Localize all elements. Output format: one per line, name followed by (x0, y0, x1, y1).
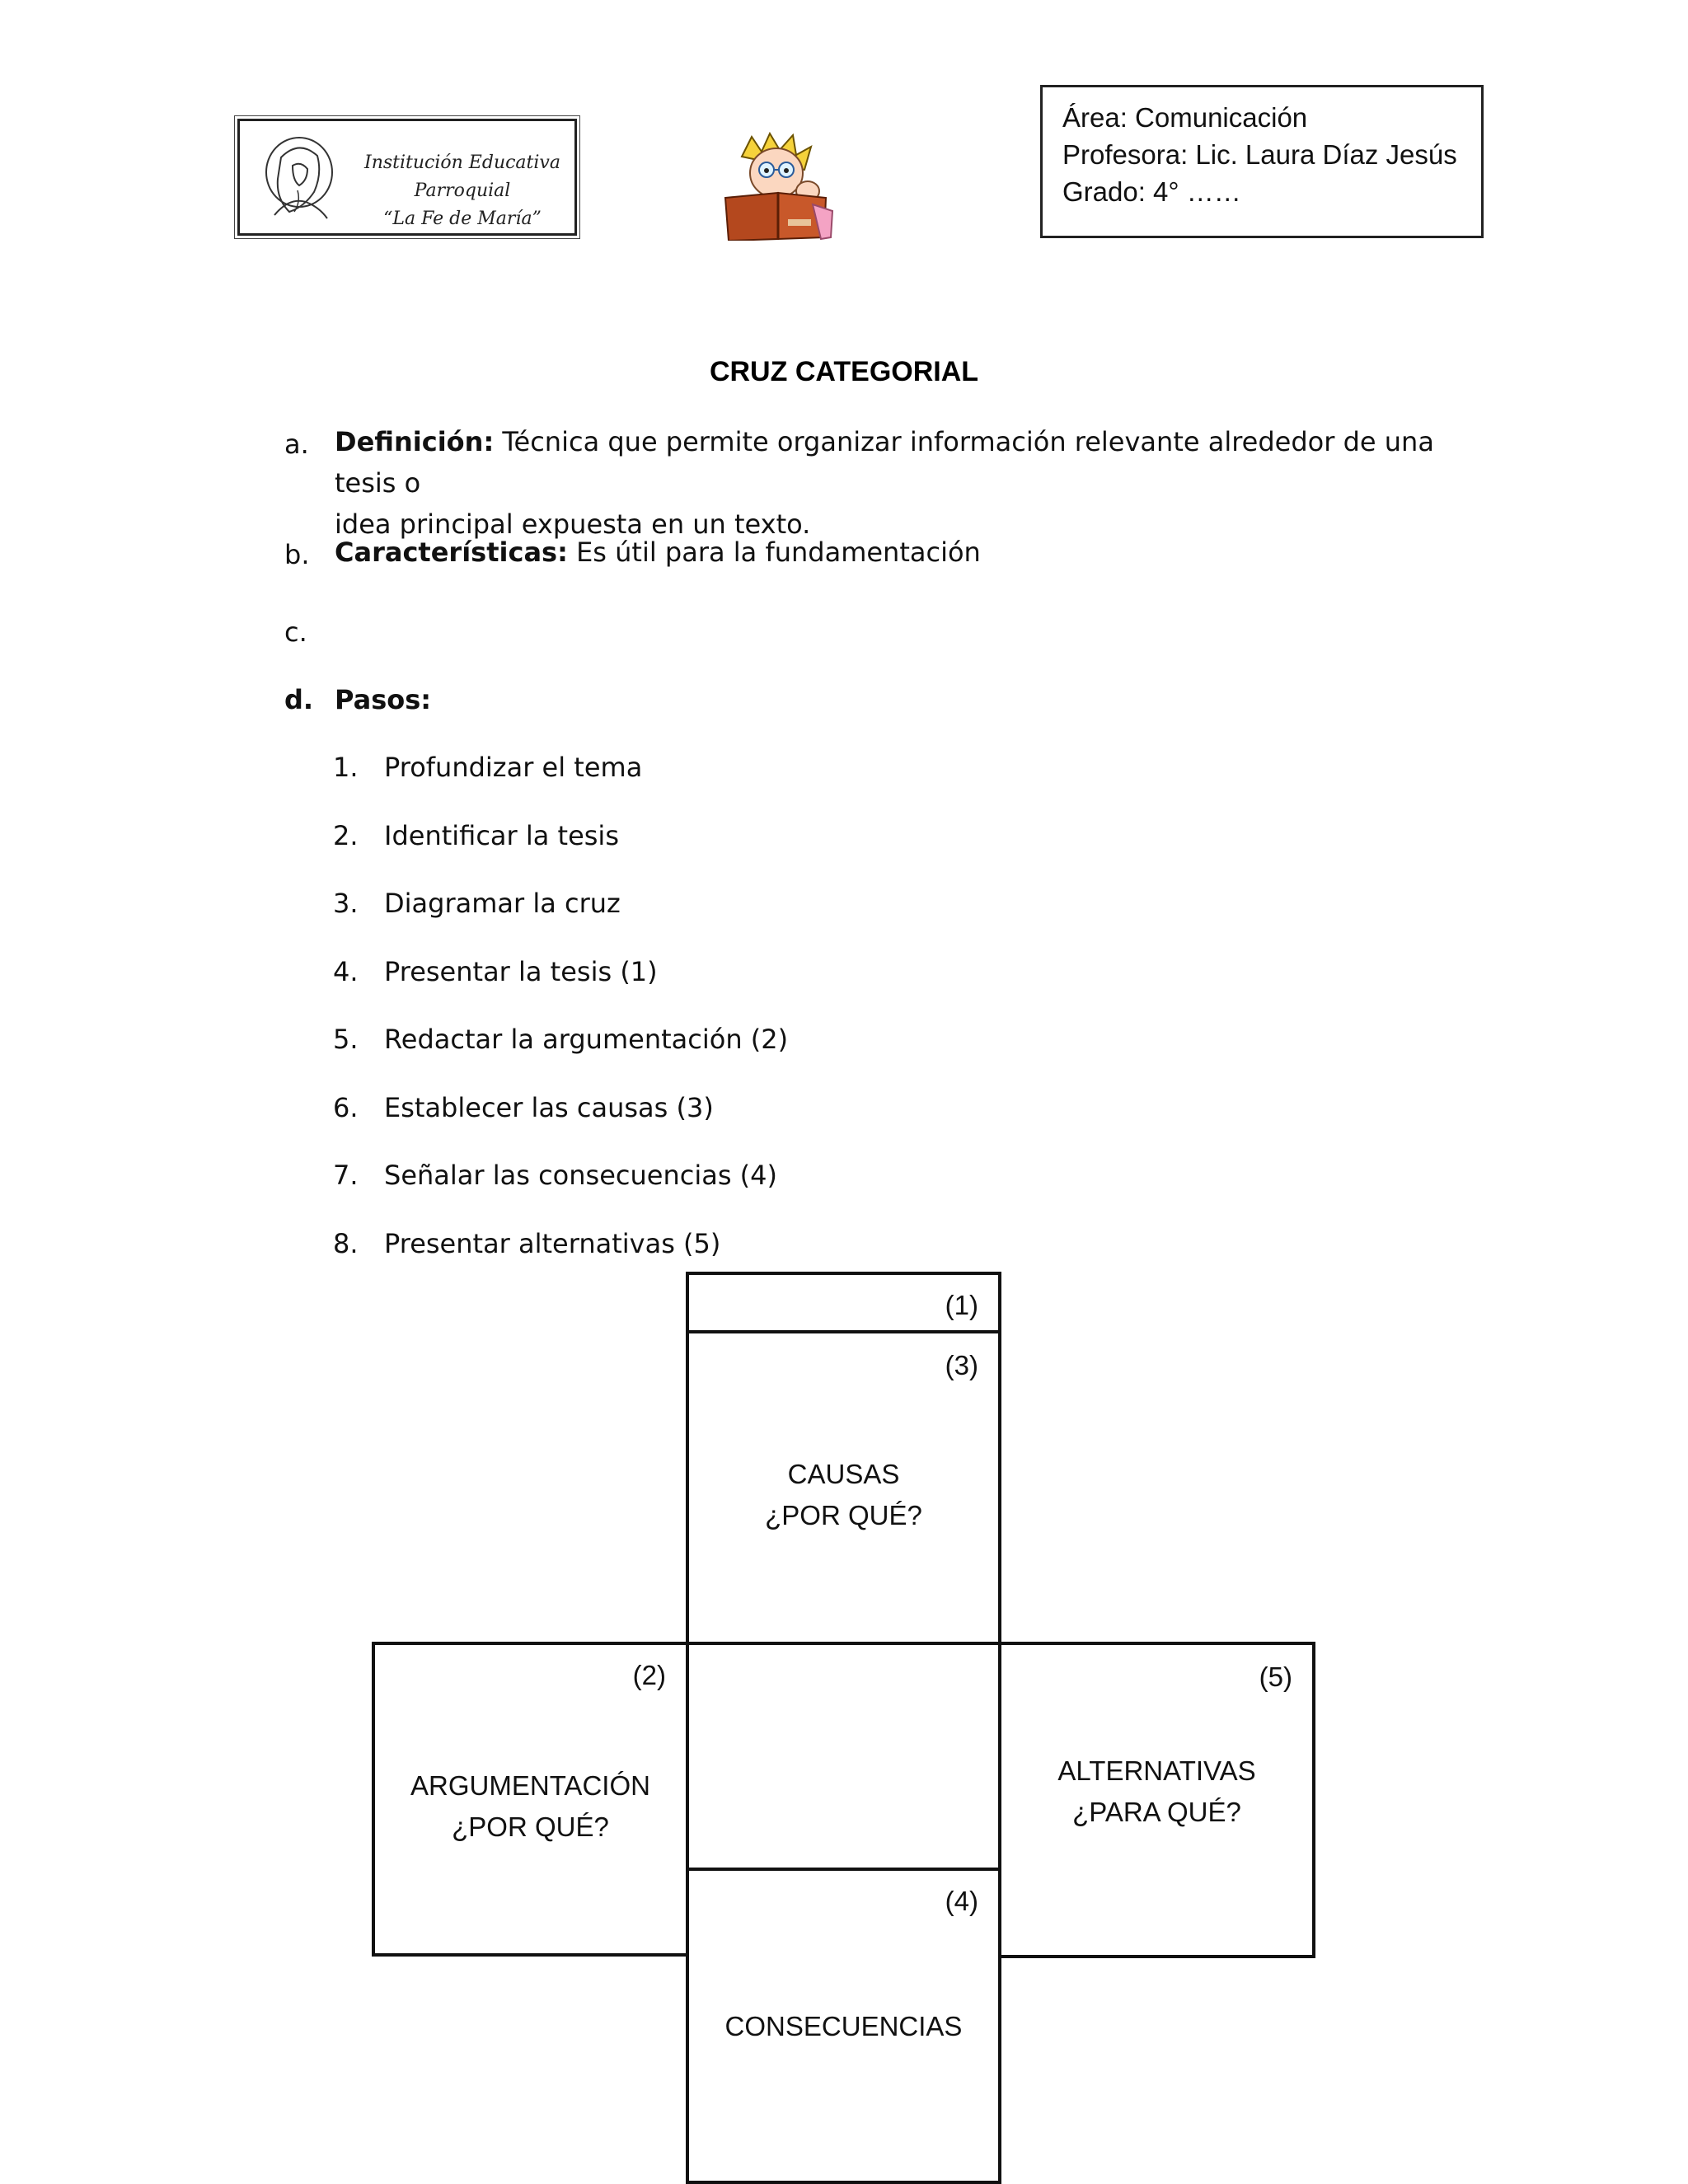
argument-number: (2) (632, 1660, 666, 1690)
section-marker-b: b. (284, 539, 310, 570)
step-text: Redactar la argumentación (2) (384, 1024, 789, 1055)
causes-title: CAUSAS (787, 1459, 900, 1489)
definition-label: Definición: (335, 426, 495, 457)
step-text: Presentar la tesis (1) (384, 955, 658, 987)
section-characteristics (0, 539, 1688, 580)
step-number: 7. (333, 1160, 359, 1191)
course-grade: Grado: 4° …… (1062, 176, 1241, 207)
argument-label (375, 1765, 686, 1848)
cross-causes-cell (686, 1330, 1001, 1647)
step-item (0, 1092, 989, 1133)
argument-question: ¿POR QUÉ? (452, 1811, 609, 1842)
causes-number: (3) (945, 1350, 978, 1380)
alternatives-question: ¿PARA QUÉ? (1072, 1797, 1241, 1827)
step-text: Diagramar la cruz (384, 888, 621, 919)
step-number: 4. (333, 955, 359, 987)
cross-alternatives-cell (998, 1642, 1315, 1958)
step-item (0, 888, 989, 929)
step-number: 1. (333, 752, 359, 783)
characteristics-text (335, 532, 1489, 573)
definition-body: Técnica que permite organizar información relevante alrededor de una tesis o (335, 426, 1434, 499)
characteristics-label: Características: (335, 537, 568, 568)
course-info-box (1040, 85, 1484, 238)
step-text: Establecer las causas (3) (384, 1091, 714, 1123)
alternatives-label (1001, 1750, 1312, 1833)
step-text: Profundizar el tema (384, 752, 643, 783)
step-item (0, 1024, 989, 1065)
step-number: 2. (333, 819, 359, 851)
alternatives-number: (5) (1259, 1661, 1292, 1692)
step-text: Señalar las consecuencias (4) (384, 1160, 777, 1191)
course-area: Área: Comunicación (1062, 102, 1308, 133)
step-item (0, 752, 989, 793)
institution-name-line1: Institución Educativa Parroquial (364, 152, 560, 201)
definition-text (335, 421, 1489, 545)
step-number: 5. (333, 1024, 359, 1055)
virgin-mary-logo-icon (256, 133, 347, 225)
institution-name-line2: “La Fe de María” (383, 209, 542, 229)
causes-question: ¿POR QUÉ? (765, 1500, 922, 1530)
thesis-number: (1) (945, 1290, 978, 1320)
consequences-number: (4) (945, 1886, 978, 1916)
reading-child-illustration (719, 132, 839, 245)
characteristics-body: Es útil para la fundamentación (567, 537, 981, 568)
step-number: 6. (333, 1091, 359, 1123)
cross-thesis-cell (686, 1272, 1001, 1334)
argument-title: ARGUMENTACIÓN (410, 1770, 650, 1801)
step-number: 8. (333, 1227, 359, 1259)
reading-child-icon (719, 132, 839, 241)
step-item (0, 820, 989, 861)
definition-body-line2: idea principal expuesta en un texto. (335, 509, 811, 540)
steps-label: Pasos: (335, 684, 432, 715)
consequences-label (689, 2006, 998, 2047)
causes-label (689, 1454, 998, 1536)
step-item (0, 956, 989, 997)
step-number: 3. (333, 888, 359, 919)
section-marker-a: a. (284, 429, 309, 460)
step-text: Presentar alternativas (5) (384, 1227, 721, 1259)
consequences-title: CONSECUENCIAS (724, 2011, 963, 2041)
section-marker-c: c. (284, 616, 307, 648)
section-marker-d: d. (284, 684, 314, 715)
course-teacher: Profesora: Lic. Laura Díaz Jesús (1062, 139, 1457, 170)
step-item (0, 1228, 989, 1269)
cross-argument-cell (372, 1642, 689, 1957)
document-title: CRUZ CATEGORIAL (709, 356, 979, 387)
cross-center-cell (686, 1642, 1001, 1872)
step-text: Identificar la tesis (384, 819, 619, 851)
step-item (0, 1160, 989, 1201)
institution-logo-box (237, 119, 577, 236)
alternatives-title: ALTERNATIVAS (1057, 1755, 1256, 1786)
section-definition (0, 426, 1688, 540)
cross-consequences-cell (686, 1868, 1001, 2184)
institution-name (347, 149, 578, 233)
